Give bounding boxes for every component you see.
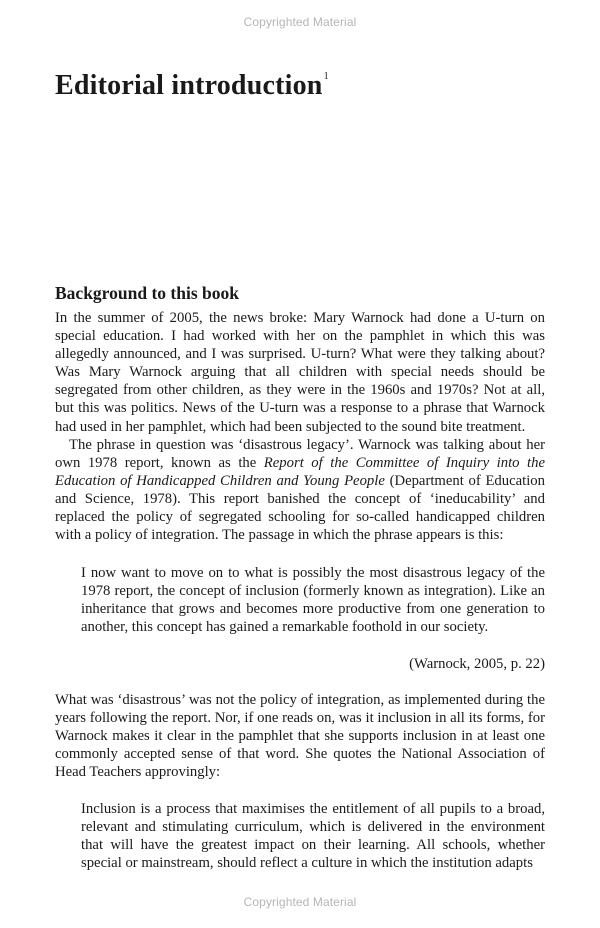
copyright-watermark-top: Copyrighted Material bbox=[243, 15, 357, 29]
block-quote-1: I now want to move on to what is possibly the most disastrous legacy of the 1978 report, the concept of inclusion (formerly known as integration). Like an inheritance that grows and becomes more productive from one generation to another, this concept has gained a remarkable foothold in our society. bbox=[81, 565, 545, 636]
chapter-title-text: Editorial introduction bbox=[55, 70, 323, 101]
paragraph-2-text-a: The phrase in question was ‘disastrous legacy’. Warnock was talking about her own 1978 report, known as the bbox=[55, 437, 545, 472]
body-paragraph-3: What was ‘disastrous’ was not the policy of integration, as implemented during the years following the report. Nor, if one reads on, was it inclusion in all its forms, for Warnock makes it clear in the pamphlet that she supports inclusion in at least one commonly accepted sense of that word. She quotes the National Association of Head Teachers approvingly: bbox=[55, 692, 545, 781]
section-heading: Background to this book bbox=[55, 283, 239, 303]
quote-citation: (Warnock, 2005, p. 22) bbox=[409, 656, 545, 672]
body-paragraph-1: In the summer of 2005, the news broke: Mary Warnock had done a U-turn on special education. I had worked with her on the pamphlet in which this was allegedly announced, and I was surprised. U-turn? What were they talking about? Was Mary Warnock arguing that all children with special needs should be segregated from other children, as they were in the 1960s and 1970s? Not at all, but this was politics. News of the U-turn was a response to a phrase that Warnock had used in her pamphlet, which had been subjected to the sound bite treatment. bbox=[55, 310, 545, 435]
body-paragraph-2 bbox=[55, 436, 545, 545]
chapter-title bbox=[55, 70, 329, 102]
paragraph-2-text-b: (Department of Education and Science, 1978). This report banished the concept of ‘ineducability’ and replaced the policy of segregated schooling for so-called handicapped children with a policy of integration. The passage in which the phrase appears is this: bbox=[55, 473, 545, 544]
copyright-watermark-bottom: Copyrighted Material bbox=[243, 895, 357, 909]
footnote-marker[interactable]: 1 bbox=[323, 71, 329, 82]
block-quote-2: Inclusion is a process that maximises the entitlement of all pupils to a broad, relevant and stimulating curriculum, which is delivered in the environment that will have the greatest impact on their learning. All schools, whether special or mainstream, should reflect a culture in which the institution adapts bbox=[81, 801, 545, 872]
report-title-italic: Report of the Committee of Inquiry into the Education of Handicapped Children and Young People bbox=[55, 455, 545, 490]
